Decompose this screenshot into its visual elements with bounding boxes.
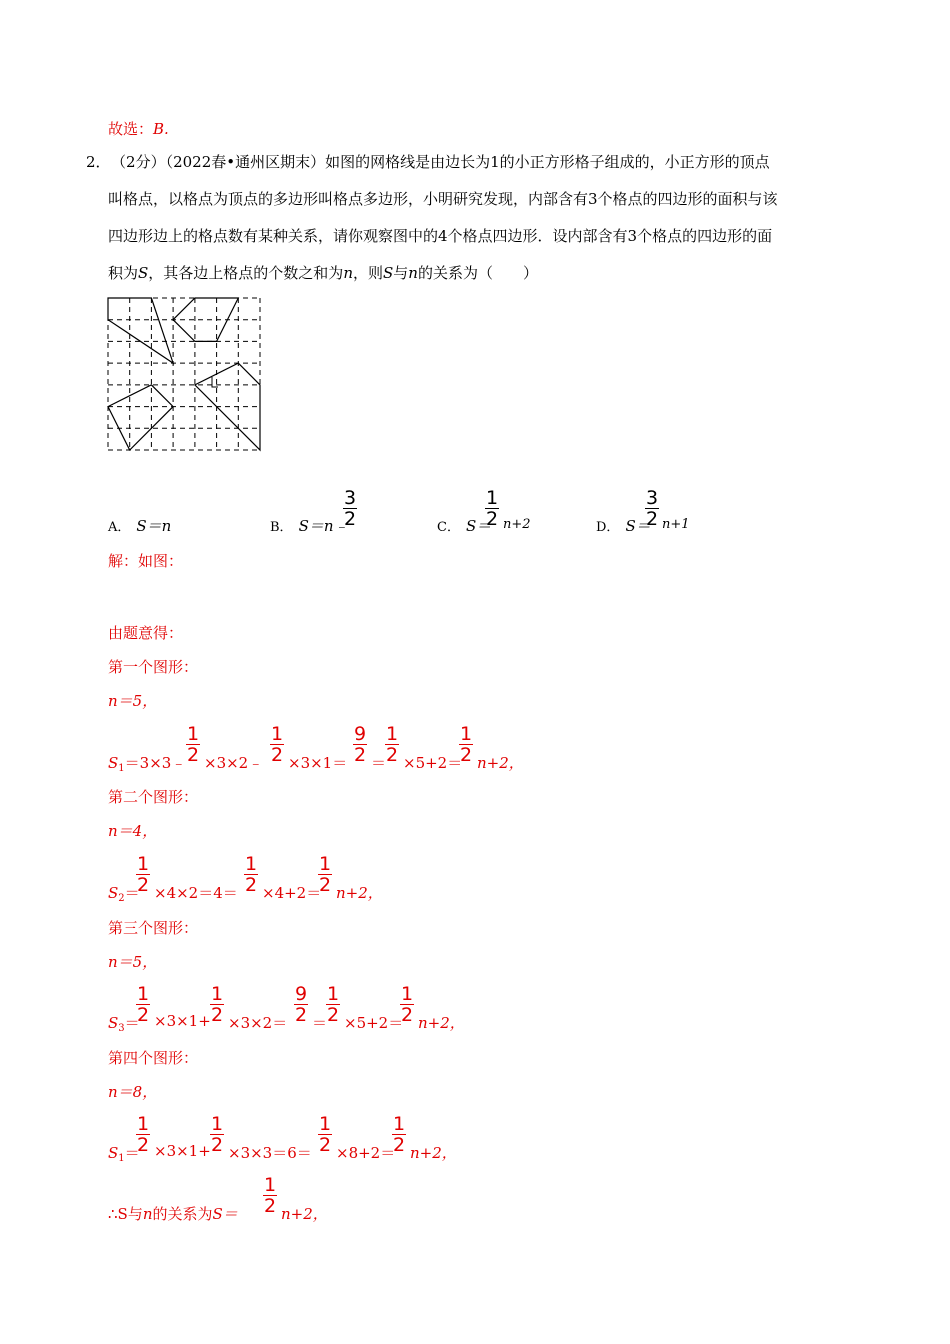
fig2-heading: 第二个图形： xyxy=(108,788,199,806)
solution-by-question: 由题意得： xyxy=(108,624,184,642)
option-d-fraction: $\frac{3}{2}$ xyxy=(646,487,659,530)
fig1-frac-1: $\frac{1}{2}$ xyxy=(187,723,200,766)
fig1-part-4: ＝ xyxy=(371,754,387,772)
fig1-part-5: ×5+2＝ xyxy=(403,754,463,772)
fig2-frac-2: $\frac{1}{2}$ xyxy=(245,853,258,896)
fig2-frac-1: $\frac{1}{2}$ xyxy=(137,853,150,896)
fig1-frac-2: $\frac{1}{2}$ xyxy=(271,723,284,766)
question-number: 2． xyxy=(86,153,111,171)
fig4-frac-1: $\frac{1}{2}$ xyxy=(137,1113,150,1156)
fig2-part-4: n+2， xyxy=(336,884,383,902)
quadrilateral-3 xyxy=(108,385,173,450)
fig4-part-5: n+2， xyxy=(410,1144,457,1162)
conclusion-tail: n+2， xyxy=(281,1205,328,1223)
fig3-part-4: ＝ xyxy=(312,1014,328,1032)
quadrilateral-1 xyxy=(108,298,173,363)
grid-figure xyxy=(106,296,262,454)
fig3-frac-2: $\frac{1}{2}$ xyxy=(211,983,224,1026)
fig3-heading: 第三个图形： xyxy=(108,919,199,937)
option-b-fraction: $\frac{3}{2}$ xyxy=(344,487,357,530)
option-c[interactable]: C． S＝ xyxy=(437,517,492,535)
solution-intro: 解：如图： xyxy=(108,552,184,570)
question-line-3: 四边形边上的格点数有某种关系，请你观察图中的4个格点四边形．设内部含有3个格点的四边形的面 xyxy=(108,227,773,245)
fig3-part-6: n+2， xyxy=(418,1014,465,1032)
fig3-part-5: ×5+2＝ xyxy=(344,1014,404,1032)
question-line-1: 2． （2分）（2022春•通州区期末）如图的网格线是由边长为1的小正方形格子组成的，小正方形的顶点 xyxy=(86,153,770,171)
option-b[interactable]: B． S＝n﹣ xyxy=(270,517,349,535)
conclusion: ∴S与n的关系为S＝ xyxy=(108,1205,238,1223)
fig2-part-3: ×4+2＝ xyxy=(262,884,322,902)
fig2-frac-3: $\frac{1}{2}$ xyxy=(319,853,332,896)
fig1-part-3: ×3×1＝ xyxy=(288,754,348,772)
fig2-n: n＝4， xyxy=(108,822,158,840)
fig4-frac-2: $\frac{1}{2}$ xyxy=(211,1113,224,1156)
option-c-fraction: $\frac{1}{2}$ xyxy=(486,487,499,530)
fig4-frac-4: $\frac{1}{2}$ xyxy=(393,1113,406,1156)
fig1-heading: 第一个图形： xyxy=(108,658,199,676)
fig3-part-2: ×3×1+ xyxy=(154,1012,211,1030)
fig4-heading: 第四个图形： xyxy=(108,1049,199,1067)
fig3-frac-4: $\frac{1}{2}$ xyxy=(327,983,340,1026)
fig4-n: n＝8， xyxy=(108,1083,158,1101)
fig3-frac-1: $\frac{1}{2}$ xyxy=(137,983,150,1026)
fig4-frac-3: $\frac{1}{2}$ xyxy=(319,1113,332,1156)
fig2-part-2: ×4×2＝4＝ xyxy=(154,884,238,902)
option-d-tail: n+1 xyxy=(662,517,690,532)
fig2-equation: $S_2=$ xyxy=(108,884,140,904)
fig4-part-3: ×3×3＝6＝ xyxy=(228,1144,312,1162)
question-line-4: 积为S，其各边上格点的个数之和为n，则S与n的关系为（ ） xyxy=(108,264,538,282)
fig1-frac-5: $\frac{1}{2}$ xyxy=(460,723,473,766)
fig3-frac-5: $\frac{1}{2}$ xyxy=(401,983,414,1026)
fig1-equation: $S_1=3\times 3﹣$ xyxy=(108,754,187,774)
question-meta: （2分）（2022春•通州区期末） xyxy=(118,153,326,171)
fig4-part-4: ×8+2＝ xyxy=(336,1144,396,1162)
fig3-part-3: ×3×2＝ xyxy=(228,1014,288,1032)
fig3-n: n＝5， xyxy=(108,953,158,971)
conclusion-fraction: $\frac{1}{2}$ xyxy=(264,1174,277,1217)
fig1-frac-4: $\frac{1}{2}$ xyxy=(386,723,399,766)
option-d[interactable]: D． S＝ xyxy=(596,517,651,535)
fig1-part-6: n+2， xyxy=(477,754,524,772)
fig3-frac-3: $\frac{9}{2}$ xyxy=(295,983,308,1026)
previous-answer: 故选：B. xyxy=(108,120,169,138)
fig1-part-2: ×3×2﹣ xyxy=(204,754,264,772)
option-c-tail: n+2 xyxy=(503,517,531,532)
fig4-equation: $S_1=$ xyxy=(108,1144,140,1164)
option-a[interactable]: A． S＝n xyxy=(108,517,172,535)
fig1-n: n＝5， xyxy=(108,692,158,710)
fig3-equation: $S_3=$ xyxy=(108,1014,140,1034)
question-line-2: 叫格点，以格点为顶点的多边形叫格点多边形，小明研究发现，内部含有3个格点的四边形的面积与该 xyxy=(108,190,778,208)
fig1-frac-3: $\frac{9}{2}$ xyxy=(354,723,367,766)
fig4-part-2: ×3×1+ xyxy=(154,1142,211,1160)
